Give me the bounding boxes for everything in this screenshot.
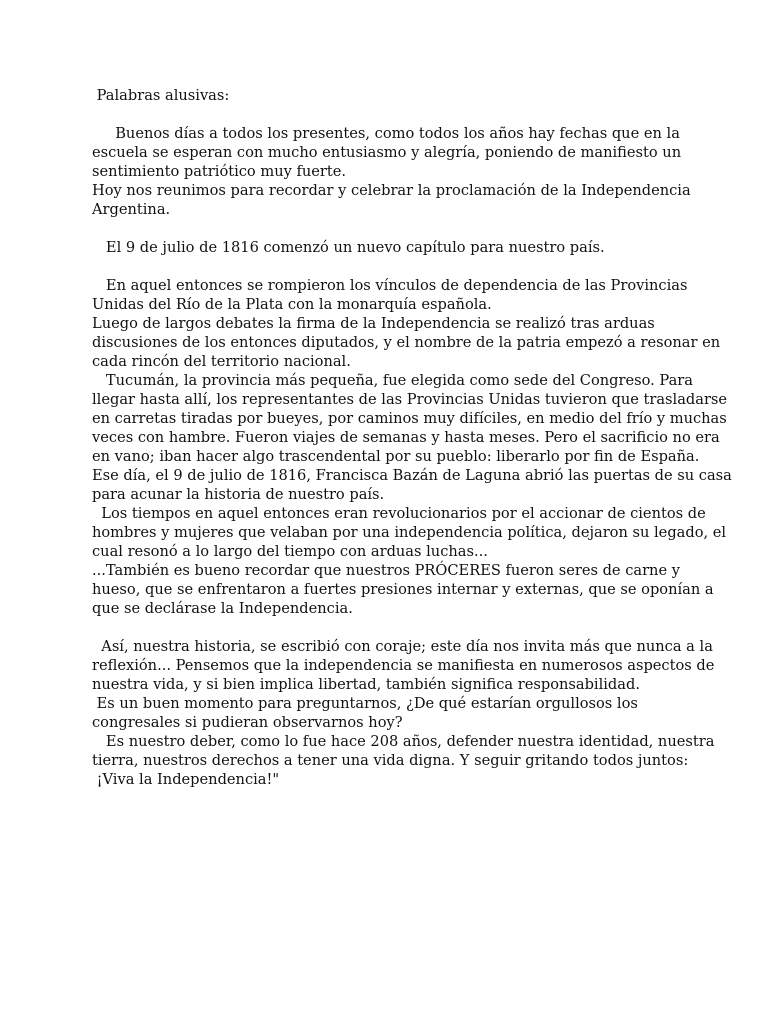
- text-line: Tucumán, la provincia más pequeña, fue elegida como sede del Congreso. Para: [92, 372, 693, 389]
- text-line: Buenos días a todos los presentes, como todos los años hay fechas que en la: [92, 125, 680, 142]
- text-line: discusiones de los entonces diputados, y el nombre de la patria empezó a resonar en: [92, 334, 721, 351]
- speech-text: [92, 86, 732, 789]
- text-line: hombres y mujeres que velaban por una independencia política, dejaron su legado, el: [92, 524, 727, 541]
- text-line: En aquel entonces se rompieron los vínculos de dependencia de las Provincias: [92, 277, 688, 294]
- text-line: Luego de largos debates la firma de la Independencia se realizó tras arduas: [92, 315, 655, 332]
- text-line: veces con hambre. Fueron viajes de semanas y hasta meses. Pero el sacrificio no era: [92, 429, 720, 446]
- text-line: en carretas tiradas por bueyes, por caminos muy difíciles, en medio del frío y muchas: [92, 410, 727, 427]
- text-line: reflexión... Pensemos que la independencia se manifiesta en numerosos aspectos de: [92, 657, 715, 674]
- text-line: Así, nuestra historia, se escribió con coraje; este día nos invita más que nunca a la: [92, 638, 713, 655]
- text-line: sentimiento patriótico muy fuerte.: [92, 163, 347, 180]
- text-line: cual resonó a lo largo del tiempo con arduas luchas...: [92, 543, 488, 560]
- text-line: ...También es bueno recordar que nuestros PRÓCERES fueron seres de carne y: [92, 562, 680, 579]
- text-line: Hoy nos reunimos para recordar y celebrar la proclamación de la Independencia: [92, 182, 691, 199]
- text-line: Los tiempos en aquel entonces eran revolucionarios por el accionar de cientos de: [92, 505, 706, 522]
- text-line: El 9 de julio de 1816 comenzó un nuevo capítulo para nuestro país.: [92, 239, 605, 256]
- text-line: ¡Viva la Independencia!": [92, 771, 280, 788]
- text-line: nuestra vida, y si bien implica libertad, también significa responsabilidad.: [92, 676, 640, 693]
- text-line: Ese día, el 9 de julio de 1816, Francisca Bazán de Laguna abrió las puertas de su casa: [92, 467, 732, 484]
- text-line: Argentina.: [92, 201, 171, 218]
- text-line: llegar hasta allí, los representantes de las Provincias Unidas tuvieron que trasladarse: [92, 391, 728, 408]
- text-line: tierra, nuestros derechos a tener una vida digna. Y seguir gritando todos juntos:: [92, 752, 689, 769]
- text-line: Es nuestro deber, como lo fue hace 208 años, defender nuestra identidad, nuestra: [92, 733, 715, 750]
- text-line: congresales si pudieran observarnos hoy?: [92, 714, 403, 731]
- text-line: [92, 257, 692, 276]
- text-line: hueso, que se enfrentaron a fuertes presiones internar y externas, que se oponían a: [92, 581, 714, 598]
- text-line: [92, 105, 692, 124]
- text-line: que se declárase la Independencia.: [92, 600, 353, 617]
- text-line: escuela se esperan con mucho entusiasmo y alegría, poniendo de manifiesto un: [92, 144, 682, 161]
- text-line: para acunar la historia de nuestro país.: [92, 486, 385, 503]
- text-line: [92, 618, 692, 637]
- document-title: Palabras alusivas:: [92, 87, 230, 104]
- text-line: cada rincón del territorio nacional.: [92, 353, 351, 370]
- text-line: Es un buen momento para preguntarnos, ¿De qué estarían orgullosos los: [92, 695, 638, 712]
- text-line: en vano; iban hacer algo trascendental por su pueblo: liberarlo por fin de España.: [92, 448, 700, 465]
- text-line: [92, 219, 692, 238]
- text-line: Unidas del Río de la Plata con la monarquía española.: [92, 296, 492, 313]
